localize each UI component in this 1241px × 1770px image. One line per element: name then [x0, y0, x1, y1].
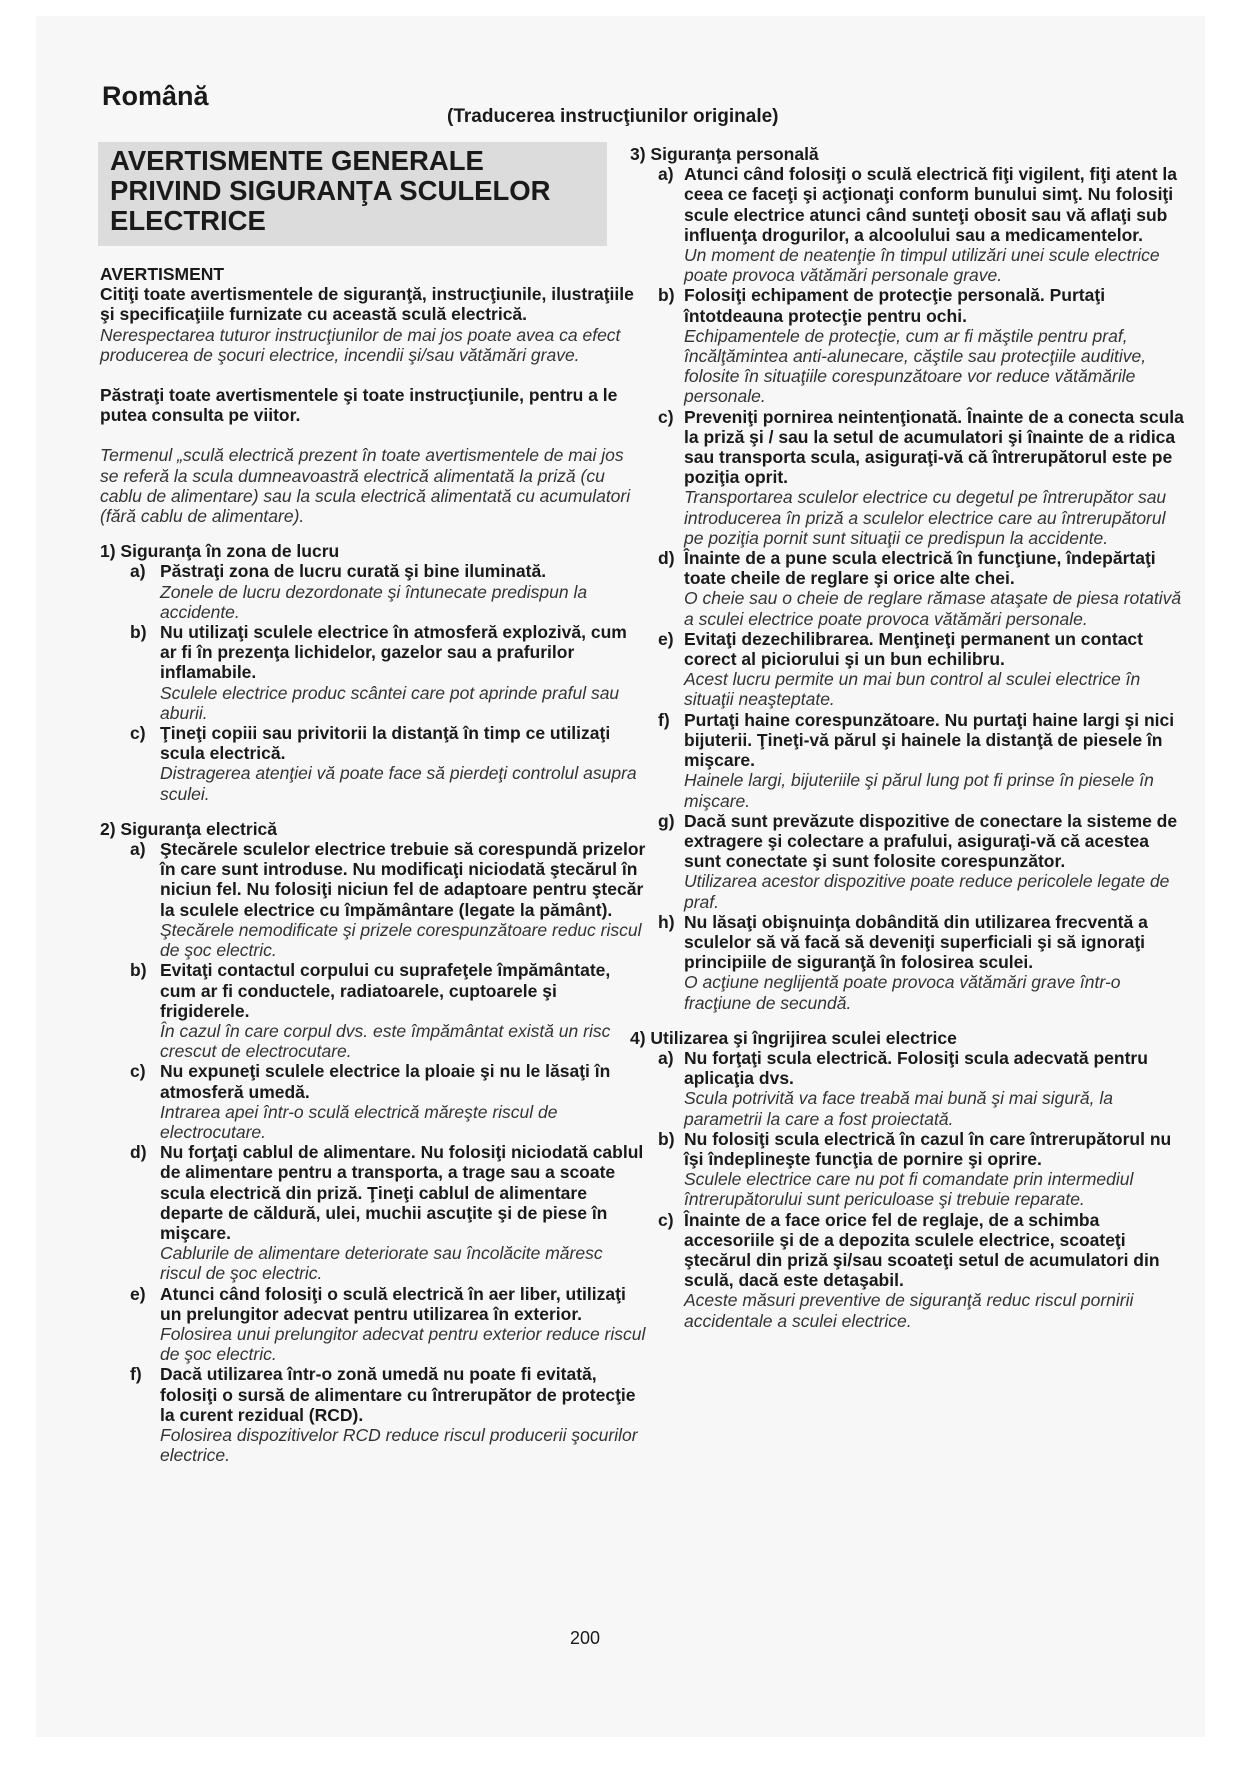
item-marker: g) — [658, 810, 675, 831]
item-marker: b) — [130, 960, 147, 981]
list-item — [630, 811, 1185, 912]
item-heading: Nu folosiţi scula electrică în cazul în care întrerupătorul nu îşi îndeplineşte funcţia de pornire şi oprire. — [684, 1128, 1172, 1169]
item-marker: b) — [658, 285, 675, 306]
item-note: Scula potrivită va face treabă mai bună şi mai sigură, la parametrii la care a fost proiectată. — [684, 1088, 1113, 1129]
right-column — [630, 144, 1185, 1331]
item-note: Sculele electrice produc scântei care pot aprinde praful sau aburii. — [160, 682, 620, 723]
section-title: 4) Utilizarea şi îngrijirea sculei electrice — [630, 1027, 957, 1048]
section-title: 2) Siguranţa electrică — [100, 818, 278, 839]
item-heading: Dacă utilizarea într-o zonă umedă nu poate fi evitată, folosiţi o sursă de alimentare cu întrerupător de protecţie la curent rezidual (RCD). — [160, 1364, 636, 1425]
item-heading: Ţineţi copiii sau privitorii la distanţă în timp ce utilizaţi scula electrică. — [160, 723, 611, 764]
item-marker: f) — [658, 709, 670, 730]
item-marker: a) — [658, 164, 674, 185]
language-heading: Română — [102, 81, 209, 111]
item-marker: c) — [130, 723, 146, 744]
item-heading: Preveniţi pornirea neintenţionată. Înainte de a conecta scula la priză şi / sau la setul de acumulatori şi înainte de a ridica sau transporta scula, asiguraţi-vă că întrerupătorul este pe poziţia oprit. — [684, 406, 1184, 488]
list-item — [630, 407, 1185, 548]
keep-instructions-text: Păstraţi toate avertismentele şi toate instrucţiunile, pentru a le putea consulta pe viitor. — [100, 385, 618, 426]
item-heading: Nu expuneţi sculele electrice la ploaie şi nu le lăsaţi în atmosferă umedă. — [160, 1061, 611, 1102]
item-note: O acţiune neglijentă poate provoca vătămări grave într-o fracţiune de secundă. — [684, 972, 1121, 1013]
item-marker: b) — [130, 622, 147, 643]
item-heading: Atunci când folosiţi o sculă electrică în aer liber, utilizaţi un prelungitor adecvat pentru utilizarea în exterior. — [160, 1283, 626, 1324]
item-heading: Nu utilizaţi sculele electrice în atmosferă explozivă, cum ar fi în prezenţa lichidelor, gazelor sau a prafurilor inflamabile. — [160, 622, 627, 683]
item-heading: Înainte de a face orice fel de reglaje, de a schimba accesoriile şi de a depozita sculele electrice, scoateţi ştecărul din priză şi/sau scoateţi setul de acumulatori din sculă, dacă este detaşabil. — [684, 1209, 1160, 1291]
item-marker: e) — [130, 1283, 146, 1304]
item-note: Intrarea apei într-o sculă electrică măreşte riscul de electrocutare. — [160, 1101, 558, 1142]
translation-subtitle: (Traducerea instrucţiunilor originale) — [447, 106, 779, 127]
section-title: 3) Siguranţa personală — [630, 144, 819, 164]
item-heading: Folosiţi echipament de protecţie personală. Purtaţi întotdeauna protecţie pentru ochi. — [684, 285, 1106, 326]
list-item — [100, 723, 646, 804]
section-personal — [630, 144, 1185, 1013]
list-item — [100, 1364, 646, 1465]
item-heading: Înainte de a pune scula electrică în funcţiune, îndepărtaţi toate cheile de reglare şi orice alte chei. — [684, 548, 1156, 589]
item-heading: Nu forţaţi scula electrică. Folosiţi scula adecvată pentru aplicaţia dvs. — [684, 1047, 1148, 1089]
item-note: Aceste măsuri preventive de siguranţă reduc riscul pornirii accidentale a sculei electrice. — [684, 1290, 1134, 1331]
list-item — [630, 710, 1185, 811]
list-item — [630, 1210, 1185, 1331]
item-heading: Dacă sunt prevăzute dispozitive de conectare la sisteme de extragere şi colectare a prafului, asiguraţi-vă că acestea sunt conectate şi sunt folosite corespunzător. — [684, 810, 1178, 872]
item-note: Sculele electrice care nu pot fi comandate prin intermediul întrerupătorului sunt periculoase şi trebuie reparate. — [684, 1169, 1134, 1210]
term-definition-text: Termenul „sculă electrică prezent în toate avertismentele de mai jos se referă la scula dumneavoastră electrică alimentată la priză (cu cablu de alimentare) sau la scula electrică alimentată cu acumulatori (fără cablu de alimentare). — [100, 445, 631, 527]
list-item — [630, 164, 1185, 285]
item-marker: c) — [658, 1209, 674, 1230]
list-item — [100, 622, 646, 723]
list-item — [630, 1129, 1185, 1210]
list-item — [630, 285, 1185, 406]
item-note: Distragerea atenţiei vă poate face să pierdeţi controlul asupra sculei. — [160, 763, 637, 804]
item-heading: Nu forţaţi cablul de alimentare. Nu folosiţi niciodată cablul de alimentare pentru a transporta, a trage sau a scoate scula electrică din priză. Ţineţi cablul de alimentare departe de căldură, ulei, muchii ascuţite şi de piese în mişcare. — [160, 1142, 644, 1243]
section-title: 1) Siguranţa în zona de lucru — [100, 541, 340, 562]
item-heading: Purtaţi haine corespunzătoare. Nu purtaţi haine largi şi nici bijuterii. Ţineţi-vă părul şi hainele la distanţă de piesele în mişcare. — [684, 709, 1175, 771]
list-item — [100, 1061, 646, 1142]
item-marker: c) — [658, 406, 674, 427]
item-marker: b) — [658, 1128, 675, 1149]
item-note: În cazul în care corpul dvs. este împământat există un risc crescut de electrocutare. — [160, 1020, 611, 1062]
item-heading: Atunci când folosiţi o sculă electrică fiţi vigilent, fiţi atent la ceea ce faceţi şi acţionaţi conform bunului simţ. Nu folosiţi scule electrice atunci când sunteţi obosit sau vă aflaţi sub influenţa drogurilor, a alcoolului sau a medicamentelor. — [684, 164, 1178, 245]
list-item — [630, 1048, 1185, 1129]
item-heading: Evitaţi dezechilibrarea. Menţineţi permanent un contact corect al piciorului şi un bun echilibru. — [684, 628, 1143, 670]
item-note: Transportarea sculelor electrice cu degetul pe întrerupător sau introducerea în priză a sculelor electrice care au întrerupătorul pe poziţia pornit sunt situaţii ce predispun la accidente. — [684, 487, 1167, 548]
section-electrical — [100, 819, 646, 1466]
item-marker: c) — [130, 1061, 146, 1082]
page-number: 200 — [570, 1628, 601, 1648]
banner-title: AVERTISMENTE GENERALE PRIVIND SIGURANŢA SCULELOR ELECTRICE — [110, 145, 551, 236]
item-heading: Păstraţi zona de lucru curată şi bine iluminată. — [160, 561, 547, 582]
warning-bold-text: Citiţi toate avertismentele de siguranţă, instrucţiunile, ilustraţiile şi specificaţiile furnizate cu această sculă electrică. — [100, 284, 634, 325]
item-marker: a) — [658, 1047, 674, 1068]
item-note: Folosirea dispozitivelor RCD reduce riscul producerii şocurilor electrice. — [160, 1424, 638, 1466]
item-note: Ştecărele nemodificate şi prizele corespunzătoare reduc riscul de şoc electric. — [160, 919, 642, 961]
section-banner — [98, 142, 607, 246]
item-note: Acest lucru permite un mai bun control al sculei electrice în situaţii neaşteptate. — [684, 669, 1141, 710]
section-tool-use — [630, 1028, 1185, 1331]
item-marker: a) — [130, 561, 146, 582]
item-note: Cablurile de alimentare deteriorate sau încolăcite măresc riscul de şoc electric. — [160, 1243, 603, 1284]
list-item — [630, 912, 1185, 1013]
item-marker: a) — [130, 839, 146, 860]
list-item — [100, 839, 646, 960]
list-item — [100, 561, 646, 622]
item-heading: Ştecărele sculelor electrice trebuie să corespundă prizelor în care sunt introduse. Nu modificaţi niciodată ştecărul în niciun fel. Nu folosiţi niciun fel de adaptoare pentru ştecăr la sculele electrice cu împământare (legate la pământ). — [160, 839, 646, 920]
item-marker: f) — [130, 1364, 142, 1385]
list-item — [100, 960, 646, 1061]
list-item — [630, 629, 1185, 710]
warning-italic-text: Nerespectarea tuturor instrucţiunilor de mai jos poate avea ca efect producerea de şocuri electrice, incendii şi/sau vătămări grave. — [100, 324, 621, 365]
left-column — [100, 140, 646, 1465]
item-marker: d) — [130, 1142, 147, 1163]
item-note: Zonele de lucru dezordonate şi întunecate predispun la accidente. — [160, 581, 588, 622]
item-heading: Evitaţi contactul corpului cu suprafeţele împământate, cum ar fi conductele, radiatoarele, cuptoarele şi frigiderele. — [160, 960, 611, 1021]
item-marker: h) — [658, 911, 675, 932]
item-note: O cheie sau o cheie de reglare rămase ataşate de piesa rotativă a sculei electrice poate provoca vătămări personale. — [684, 588, 1182, 629]
item-heading: Nu lăsaţi obişnuinţa dobândită din utilizarea frecventă a sculelor să vă facă să deveniţi superficiali şi să ignoraţi principiile de siguranţă în folosirea sculei. — [684, 911, 1148, 973]
list-item — [100, 1284, 646, 1365]
item-note: Utilizarea acestor dispozitive poate reduce pericolele legate de praf. — [684, 871, 1170, 912]
item-note: Echipamentele de protecţie, cum ar fi măştile pentru praf, încălţămintea anti-alunecare, căştile sau protecţiile auditive, folosite în situaţiile corespunzătoare vor reduce vătămările personale. — [684, 325, 1147, 407]
list-item — [100, 1142, 646, 1283]
list-item — [630, 548, 1185, 629]
item-note: Un moment de neatenţie în timpul utilizări unei scule electrice poate provoca vătămări personale grave. — [684, 245, 1160, 286]
item-note: Hainele largi, bijuteriile şi părul lung pot fi prinse în piesele în mişcare. — [684, 770, 1154, 811]
manual-page — [36, 16, 1205, 1737]
item-marker: e) — [658, 628, 674, 649]
warning-label: AVERTISMENT — [100, 264, 225, 284]
section-work-area — [100, 541, 646, 804]
item-marker: d) — [658, 548, 675, 569]
item-note: Folosirea unui prelungitor adecvat pentru exterior reduce riscul de şoc electric. — [160, 1323, 646, 1365]
